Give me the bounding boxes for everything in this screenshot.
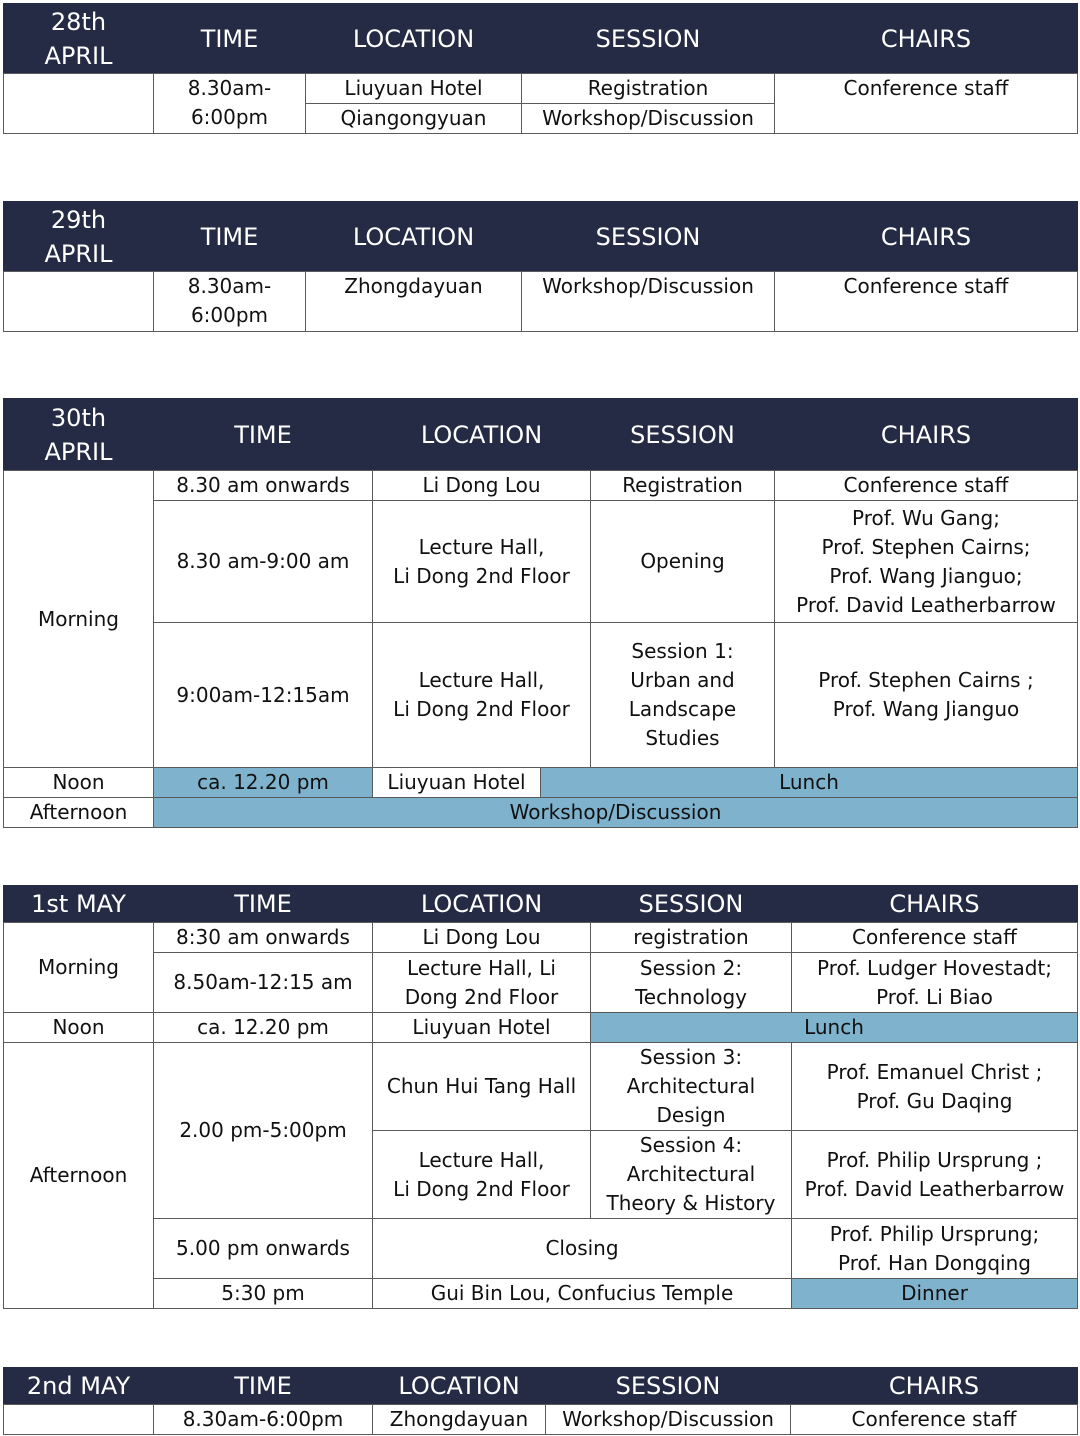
- date-header: 30th APRIL: [4, 399, 154, 471]
- session-cell: Workshop/Discussion: [522, 104, 775, 134]
- lunch-cell: Lunch: [541, 768, 1078, 798]
- session-cell: Opening: [591, 501, 775, 623]
- period-cell: [4, 1405, 154, 1435]
- location-header: LOCATION: [306, 4, 522, 74]
- session-header: SESSION: [591, 399, 775, 471]
- time-cell: 5.00 pm onwards: [154, 1219, 373, 1279]
- time-cell: 8.30am-6:00pm: [154, 1405, 373, 1435]
- dinner-cell: Dinner: [792, 1279, 1078, 1309]
- chairs-cell: Conference staff: [792, 923, 1078, 953]
- period-afternoon: Afternoon: [4, 1043, 154, 1309]
- table-header-row: [4, 886, 1078, 923]
- table-row: [4, 1043, 1078, 1131]
- session-cell: Workshop/Discussion: [522, 272, 775, 332]
- schedule-table-1-may: [3, 885, 1078, 1309]
- time-cell: 8.30 am onwards: [154, 471, 373, 501]
- session-cell: Registration: [591, 471, 775, 501]
- table-row: [4, 953, 1078, 1013]
- schedule-table-30-april: [3, 398, 1078, 828]
- location-cell: Zhongdayuan: [373, 1405, 546, 1435]
- chairs-header: CHAIRS: [791, 1368, 1078, 1405]
- chairs-cell: Prof. Philip Ursprung ; Prof. David Leatherbarrow: [792, 1131, 1078, 1219]
- time-cell: 8.50am-12:15 am: [154, 953, 373, 1013]
- location-cell: Lecture Hall, Li Dong 2nd Floor: [373, 501, 591, 623]
- location-cell: Li Dong Lou: [373, 471, 591, 501]
- chairs-cell: Prof. Wu Gang; Prof. Stephen Cairns; Prof. Wang Jianguo; Prof. David Leatherbarrow: [775, 501, 1078, 623]
- table-row: [4, 923, 1078, 953]
- session-cell: Workshop/Discussion: [546, 1405, 791, 1435]
- location-cell: Lecture Hall, Li Dong 2nd Floor: [373, 1131, 591, 1219]
- chairs-cell: Prof. Emanuel Christ ; Prof. Gu Daqing: [792, 1043, 1078, 1131]
- time-header: TIME: [154, 399, 373, 471]
- table-row: [4, 501, 1078, 623]
- time-header: TIME: [154, 886, 373, 923]
- period-afternoon: Afternoon: [4, 798, 154, 828]
- table-row: [4, 768, 1078, 798]
- session-cell: registration: [591, 923, 792, 953]
- table-row: [4, 272, 1078, 332]
- location-header: LOCATION: [373, 1368, 546, 1405]
- date-header: 29th APRIL: [4, 202, 154, 272]
- table-row: [4, 1405, 1078, 1435]
- period-cell: [4, 74, 154, 134]
- location-cell: Liuyuan Hotel: [373, 768, 541, 798]
- location-cell: Gui Bin Lou, Confucius Temple: [373, 1279, 792, 1309]
- table-row: [4, 74, 1078, 104]
- chairs-cell: Conference staff: [775, 471, 1078, 501]
- time-header: TIME: [154, 202, 306, 272]
- location-header: LOCATION: [306, 202, 522, 272]
- time-cell: 5:30 pm: [154, 1279, 373, 1309]
- period-morning: Morning: [4, 923, 154, 1013]
- chairs-cell: Prof. Stephen Cairns ; Prof. Wang Jianguo: [775, 623, 1078, 768]
- time-cell: 8.30am- 6:00pm: [154, 272, 306, 332]
- time-header: TIME: [154, 4, 306, 74]
- time-cell: 8.30 am-9:00 am: [154, 501, 373, 623]
- period-cell: [4, 272, 154, 332]
- table-header-row: [4, 399, 1078, 471]
- session-cell: Session 3: Architectural Design: [591, 1043, 792, 1131]
- lunch-cell: Lunch: [591, 1013, 1078, 1043]
- chairs-cell: Conference staff: [775, 272, 1078, 332]
- session-cell: Registration: [522, 74, 775, 104]
- location-cell: Li Dong Lou: [373, 923, 591, 953]
- period-noon: Noon: [4, 768, 154, 798]
- location-cell: Qiangongyuan: [306, 104, 522, 134]
- chairs-cell: Conference staff: [791, 1405, 1078, 1435]
- table-row: [4, 798, 1078, 828]
- chairs-header: CHAIRS: [792, 886, 1078, 923]
- table-header-row: [4, 4, 1078, 74]
- location-header: LOCATION: [373, 399, 591, 471]
- table-header-row: [4, 202, 1078, 272]
- location-cell: Lecture Hall, Li Dong 2nd Floor: [373, 623, 591, 768]
- time-header: TIME: [154, 1368, 373, 1405]
- location-cell: Liuyuan Hotel: [373, 1013, 591, 1043]
- session-header: SESSION: [591, 886, 792, 923]
- location-cell: Zhongdayuan: [306, 272, 522, 332]
- schedule-table-2-may: [3, 1367, 1078, 1435]
- time-cell: ca. 12.20 pm: [154, 768, 373, 798]
- chairs-cell: Conference staff: [775, 74, 1078, 134]
- table-header-row: [4, 1368, 1078, 1405]
- date-header: 28th APRIL: [4, 4, 154, 74]
- table-row: [4, 623, 1078, 768]
- table-row: [4, 1219, 1078, 1279]
- time-cell: 8:30 am onwards: [154, 923, 373, 953]
- table-row: [4, 1013, 1078, 1043]
- chairs-header: CHAIRS: [775, 4, 1078, 74]
- session-header: SESSION: [522, 4, 775, 74]
- table-row: [4, 471, 1078, 501]
- session-header: SESSION: [522, 202, 775, 272]
- date-header: 1st MAY: [4, 886, 154, 923]
- schedule-table-29-april: [3, 201, 1078, 332]
- time-cell: 2.00 pm-5:00pm: [154, 1043, 373, 1219]
- session-cell: Session 1: Urban and Landscape Studies: [591, 623, 775, 768]
- session-cell: Session 4: Architectural Theory & History: [591, 1131, 792, 1219]
- time-cell: ca. 12.20 pm: [154, 1013, 373, 1043]
- date-header: 2nd MAY: [4, 1368, 154, 1405]
- location-cell: Chun Hui Tang Hall: [373, 1043, 591, 1131]
- time-cell: 9:00am-12:15am: [154, 623, 373, 768]
- chairs-cell: Prof. Ludger Hovestadt; Prof. Li Biao: [792, 953, 1078, 1013]
- period-morning: Morning: [4, 471, 154, 768]
- session-header: SESSION: [546, 1368, 791, 1405]
- session-cell: Closing: [373, 1219, 792, 1279]
- location-header: LOCATION: [373, 886, 591, 923]
- chairs-cell: Prof. Philip Ursprung; Prof. Han Dongqing: [792, 1219, 1078, 1279]
- location-cell: Lecture Hall, Li Dong 2nd Floor: [373, 953, 591, 1013]
- time-cell: 8.30am- 6:00pm: [154, 74, 306, 134]
- location-cell: Liuyuan Hotel: [306, 74, 522, 104]
- table-row: [4, 1279, 1078, 1309]
- chairs-header: CHAIRS: [775, 202, 1078, 272]
- period-noon: Noon: [4, 1013, 154, 1043]
- chairs-header: CHAIRS: [775, 399, 1078, 471]
- session-cell: Session 2: Technology: [591, 953, 792, 1013]
- workshop-cell: Workshop/Discussion: [154, 798, 1078, 828]
- schedule-table-28-april: [3, 3, 1078, 134]
